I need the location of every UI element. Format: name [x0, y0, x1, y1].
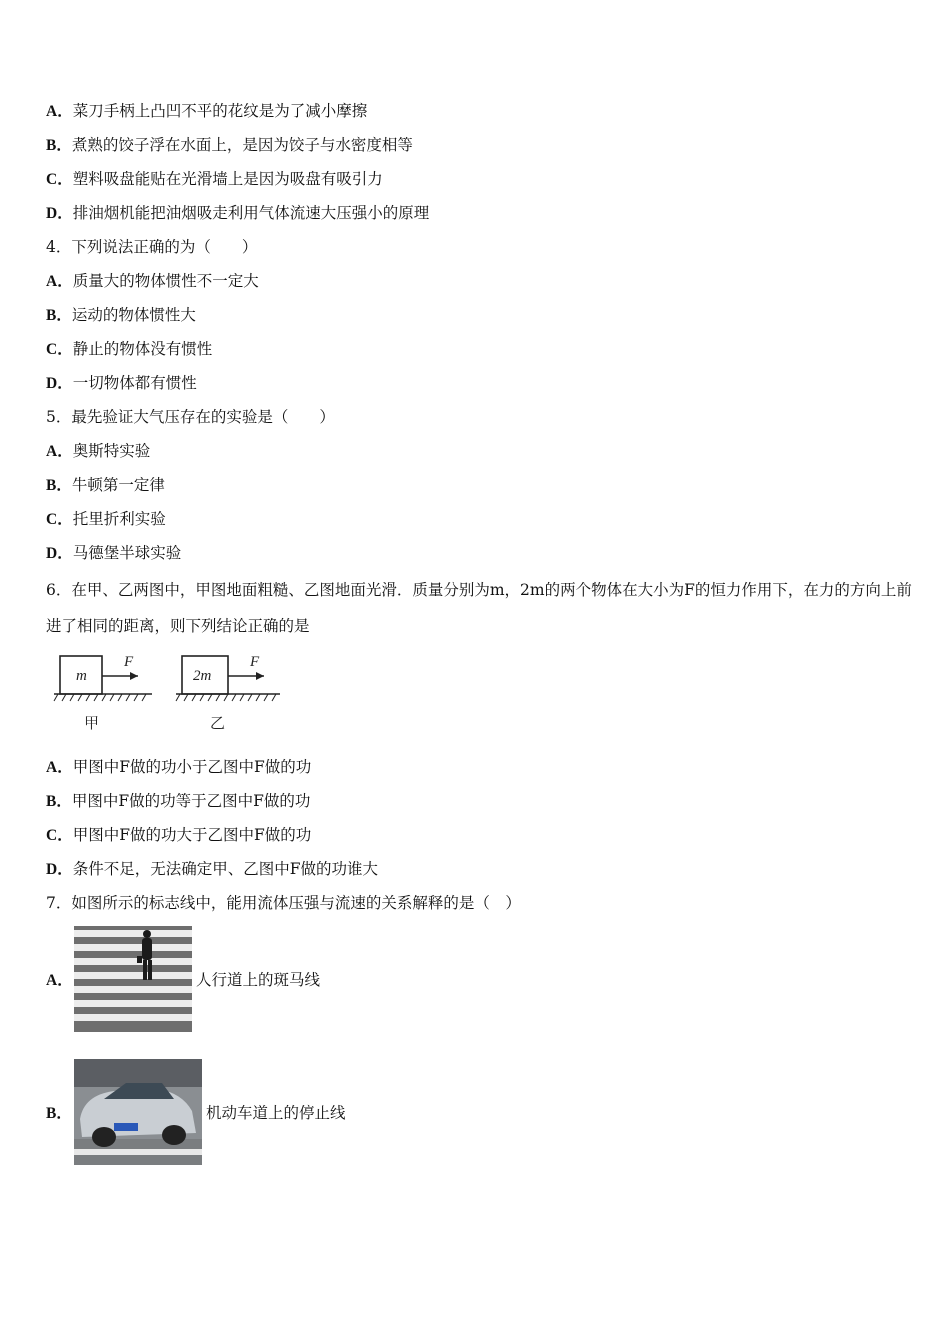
q6-option-b: B．甲图中F做的功等于乙图中F做的功: [46, 792, 311, 810]
caption-yi: 乙: [210, 714, 226, 732]
car-stop-line-photo: [74, 1059, 202, 1165]
q5-option-a: A．奥斯特实验: [46, 442, 151, 460]
q4-stem: 4．下列说法正确的为（ ）: [46, 238, 258, 256]
force-diagram: [50, 648, 290, 734]
q5-option-c: C．托里折利实验: [46, 510, 166, 528]
q6-stem: 6．在甲、乙两图中，甲图地面粗糙、乙图地面光滑．质量分别为m，2m的两个物体在大小为F的恒力作用下，在力的方向上前进了相同的距离，则下列结论正确的是: [46, 581, 912, 635]
label-f-left: F: [124, 654, 134, 670]
q4-option-d: D．一切物体都有惯性: [46, 374, 197, 392]
q3-option-b: B．煮熟的饺子浮在水面上，是因为饺子与水密度相等: [46, 136, 413, 154]
q7-option-a: A． 人行道上的斑马线: [46, 926, 320, 1032]
q6-option-a: A．甲图中F做的功小于乙图中F做的功: [46, 758, 312, 776]
q4-option-a: A．质量大的物体惯性不一定大: [46, 272, 259, 290]
q7-stem: 7．如图所示的标志线中，能用流体压强与流速的关系解释的是（ ）: [46, 894, 521, 912]
q7-option-b: B． 机动车道上的停止线: [46, 1059, 346, 1165]
q3-option-a: A．菜刀手柄上凸凹不平的花纹是为了减小摩擦: [46, 102, 368, 120]
caption-jia: 甲: [84, 714, 100, 732]
label-f-right: F: [250, 654, 260, 670]
label-m: m: [76, 668, 87, 684]
q5-option-d: D．马德堡半球实验: [46, 544, 182, 562]
q6-option-c: C．甲图中F做的功大于乙图中F做的功: [46, 826, 312, 844]
q4-option-b: B．运动的物体惯性大: [46, 306, 196, 324]
q5-stem: 5．最先验证大气压存在的实验是（ ）: [46, 408, 335, 426]
zebra-crossing-photo: [74, 926, 192, 1032]
q3-option-c: C．塑料吸盘能贴在光滑墙上是因为吸盘有吸引力: [46, 170, 383, 188]
q3-option-d: D．排油烟机能把油烟吸走利用气体流速大压强小的原理: [46, 204, 430, 222]
q4-option-c: C．静止的物体没有惯性: [46, 340, 213, 358]
q6-option-d: D．条件不足，无法确定甲、乙图中F做的功谁大: [46, 860, 378, 878]
label-2m: 2m: [193, 668, 212, 684]
q5-option-b: B．牛顿第一定律: [46, 476, 165, 494]
